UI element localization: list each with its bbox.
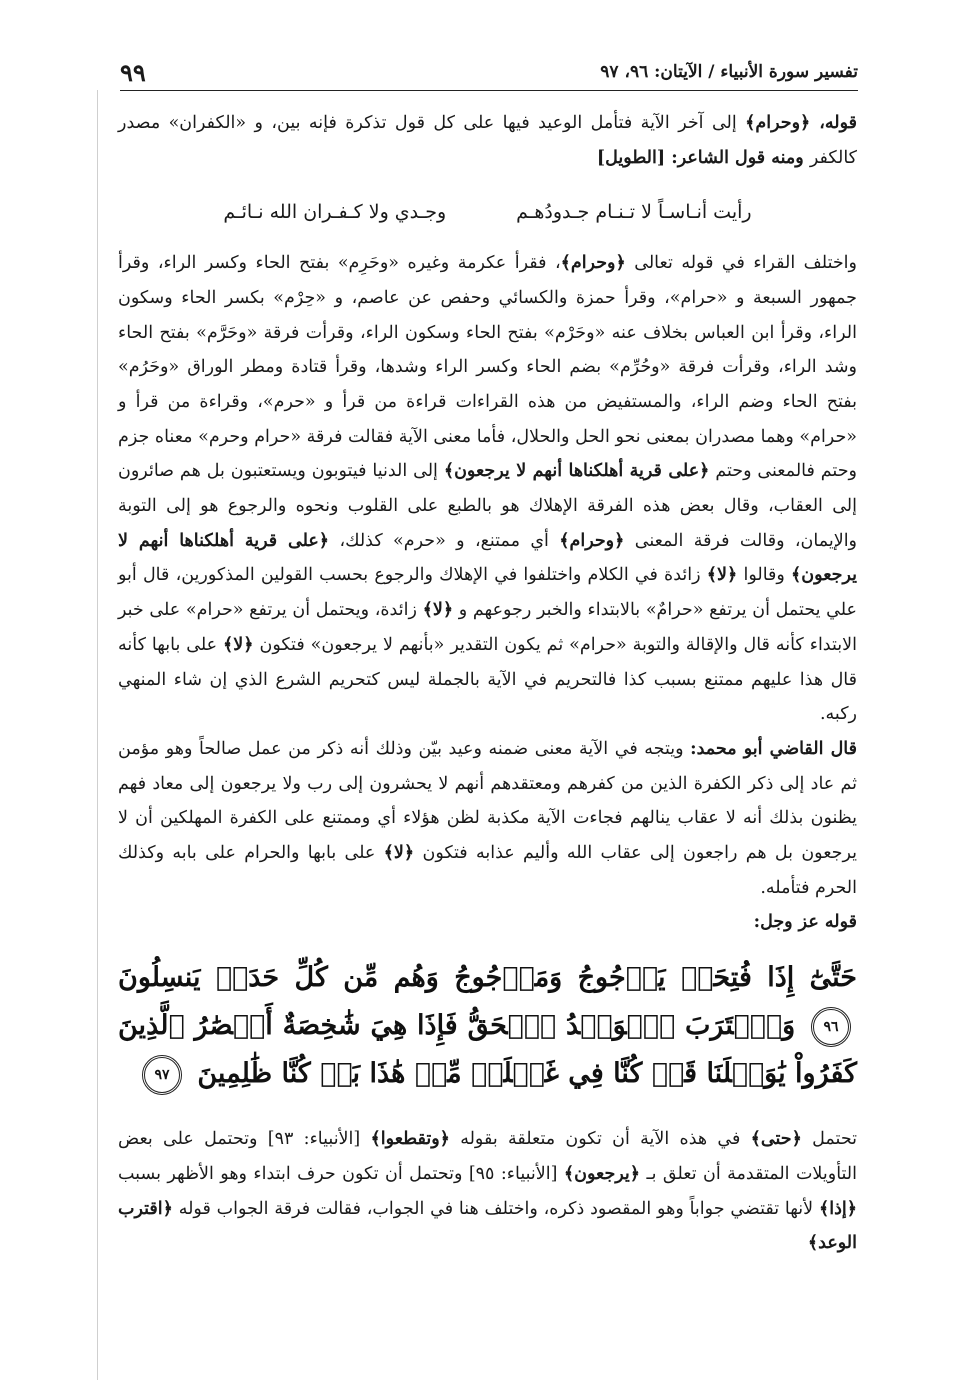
header-rule — [120, 90, 858, 91]
text-run: تحتمل — [801, 1129, 857, 1150]
bold-text-run: ﴿لا﴾ — [223, 634, 254, 655]
text-run: زائدة في الكلام واختلفوا في الإهلاك والرجوع بحسب القولين المذكورين، قال أبو علي يحتمل أن يرتفع «حرامٌ» بالابتداء والخبر رجوعهم و — [118, 565, 857, 621]
text-run: على بابها والحرام على بابه وكذلك الحرم فتأمله. — [118, 843, 857, 898]
paragraph-3 — [118, 732, 857, 906]
margin-line — [97, 90, 98, 1380]
bold-text-run: ﴿حتى﴾ — [750, 1129, 802, 1150]
bold-text-run: ﴿يرجعون﴾ — [563, 1163, 641, 1184]
ayah-96-text: حَتَّىٰٓ إِذَا فُتِحَتۡ يَأۡجُوجُ وَمَأۡجُوجُ وَهُم مِّن كُلِّ حَدَبٖ يَنسِلُونَ — [118, 962, 857, 994]
bold-text-run: ﴿وحرام﴾ — [559, 530, 625, 551]
text-run: [الأنبياء: ٩٣] وتحتمل على بعض التأويلات المتقدمة أن تعلق بـ — [118, 1129, 857, 1184]
poetry-verse — [118, 195, 857, 230]
body-text — [118, 106, 857, 1261]
bold-text-run: ﴿لا﴾ — [422, 600, 454, 621]
bold-text-run: ﴿على قرية أهلكناها أنهم لا يرجعون﴾ — [443, 461, 710, 482]
bold-text-run: ﴿وحرام﴾ — [560, 253, 626, 274]
text-run: واختلف القراء في قوله تعالى — [625, 253, 857, 274]
paragraph-2 — [118, 246, 857, 732]
text-run: [الأنبياء: ٩٥] وتحتمل أن تكون حرف ابتداء وهو الأظهر بسبب — [118, 1163, 564, 1184]
bold-text-run: ﴿إذا﴾ — [818, 1198, 857, 1219]
bold-text-run: ﴿وحرام﴾ — [745, 113, 811, 133]
ayah-96-marker: ٩٦ — [811, 1007, 851, 1047]
bold-text-run: ﴿على قرية أهلكناها أنهم لا يرجعون﴾ — [118, 530, 857, 586]
bold-text-run: ﴿وتقطعوا﴾ — [370, 1129, 450, 1150]
verse-second-hemistich: وجـدي ولا كـفـران الله نـائـم — [223, 201, 447, 224]
text-run: ويتجه في الآية معنى ضمنه وعيد بيّن وذلك أنه ذكر من عمل صالحاً وهو مؤمن ثم عاد إلى ذكر الكفرة الذين من كفرهم ومعتقدهم أنهم لا يحشرون إلى رب ولا يرجعون إلى معاد فهم يظنون بذلك أنه لا عقاب ينالهم فجاءت الآية مكذبة لظن هؤلاء أي وممتنع على الكفرة المهلكين أن لا يرجعون بل هم راجعون إلى عقاب الله وأليم عذابه فتكون — [118, 738, 857, 864]
running-title: تفسير سورة الأنبياء / الآيتان: ٩٦، ٩٧ — [600, 62, 858, 82]
verse-first-hemistich: رأيت أنـاسـاً لا تـنـام جـدودُهـم — [516, 201, 752, 224]
bold-text-run: ومنه قول الشاعر: [الطويل] — [596, 147, 810, 168]
bold-text-run: ﴿اقترب الوعد﴾ — [118, 1198, 857, 1254]
bold-text-run: قال القاضي أبو محمد: — [690, 738, 857, 759]
bold-text-run: قوله، — [810, 113, 857, 133]
text-run: في هذه الآية أن تكون متعلقة بقوله — [449, 1129, 751, 1150]
paragraph-5 — [118, 1122, 857, 1261]
paragraph-1 — [118, 106, 857, 175]
text-run: زائدة، ويحتمل أن يرتفع «حرام» على خبر الابتداء كأنه قال والإقالة والتوبة «حرام» ثم يكون التقدير «بأنهم لا يرجعون» فتكون — [118, 600, 857, 655]
ayah-97-marker: ٩٧ — [142, 1055, 182, 1095]
quran-verses — [118, 954, 857, 1098]
ayah-97-text: وَٱقۡتَرَبَ ٱلۡوَعۡدُ ٱلۡحَقُّ فَإِذَا هِيَ شَٰخِصَةٌ أَبۡصَٰرُ ٱلَّذِينَ كَفَرُواْ يَٰوَيۡلَنَا قَدۡ كُنَّا فِي غَفۡلَةٖ مِّنۡ هَٰذَا بَلۡ كُنَّا ظَٰلِمِينَ — [118, 1010, 857, 1090]
text-run: ، فقرأ عكرمة وغيره «وحَرِم» بفتح الحاء وكسر الراء، وقرأ جمهور السبعة و «حرام»، وقرأ حمزة والكسائي وحفص عن عاصم، و «حِرْم» بكسر الحاء وسكون الراء، وقرأ ابن العباس بخلاف عنه «وحَرْم» بفتح الحاء وسكون الراء، وقرأت فرقة «وحَرَّم» بفتح الحاء وشد الراء، وقرأت فرقة «وحُرِّم» بضم الحاء وكسر الراء وشدها، وقرأ قتادة ومطر الوراق «وحَرُم» بفتح الحاء وضم الراء، والمستفيض من هذه القراءات قراءة من قرأ و «حرم»، وقراءة من قرأ و «حرام» وهما مصدران بمعنى نحو الحل والحلال، فأما معنى الآية فقالت فرقة «حرام وحرم» معناه جزم وحتم فالمعنى وحتم — [118, 253, 857, 482]
text-run: إلى الدنيا فيتوبون ويستعتبون بل هم صائرون إلى العقاب، وقال بعض هذه الفرقة الإهلاك هو بالطبع على القلوب ونحوه والرجوع هو إلى التوبة والإيمان، وقالت فرقة المعنى — [118, 461, 858, 551]
page-number: ٩٩ — [120, 58, 146, 87]
page-header — [120, 58, 858, 88]
text-run: على بابها كأنه قال هذا عليهم ممتنع بسبب كذا فالتحريم في الآية بالجملة ليس كتحريم الشرع الذي إن شاء المنهي ركبه. — [118, 634, 857, 725]
text-run: أي ممتنع، و «حرم» كذلك، — [329, 530, 560, 551]
quran-intro: قوله عز وجل: — [753, 912, 857, 933]
text-run: وقالوا — [737, 565, 792, 586]
text-run: إلى آخر الآية فتأمل الوعيد فيها على كل قول تذكرة فإنه بين، و «الكفران» مصدر كالكفر — [118, 113, 857, 168]
bold-text-run: ﴿لا﴾ — [383, 843, 415, 864]
text-run: لأنها تقتضي جواباً وهو المقصود ذكره، واختلف هنا في الجواب، فقالت فرقة الجواب قوله — [172, 1198, 819, 1219]
bold-text-run: ﴿لا﴾ — [706, 565, 738, 586]
